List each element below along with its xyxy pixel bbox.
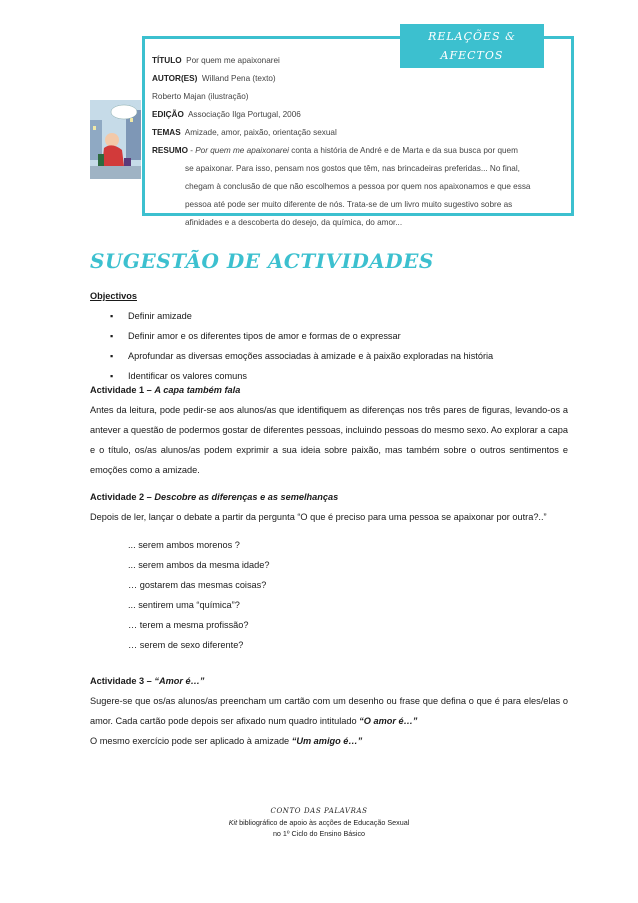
author-row-2 <box>152 88 248 106</box>
activity-2-heading <box>90 487 568 507</box>
question-item: ... serem ambos da mesma idade? <box>128 560 270 570</box>
activity-2-text: Depois de ler, lançar o debate a partir da pergunta “O que é preciso para uma pessoa se apaixonar por outra?..” <box>90 512 547 522</box>
temas-label: TEMAS <box>152 128 181 137</box>
resumo-line-3: chegam à conclusão de que não escolhemos a pessoa por quem nos apaixonamos e que essa <box>185 182 531 191</box>
activity-3-quote-b: “Um amigo é…” <box>291 736 363 746</box>
edicao-label: EDIÇÃO <box>152 110 184 119</box>
book-cover-image <box>90 100 141 179</box>
objectives-section <box>90 286 568 386</box>
activity-3-text-b: O mesmo exercício pode ser aplicado à amizade <box>90 736 290 746</box>
temas-value: Amizade, amor, paixão, orientação sexual <box>184 128 337 137</box>
activity-1-label: Actividade 1 – <box>90 385 152 395</box>
objectives-list <box>90 306 568 386</box>
activity-3-text <box>90 691 568 731</box>
question-item: … serem de sexo diferente? <box>128 640 244 650</box>
autor-value: Willand Pena (texto) <box>201 74 276 83</box>
edition-row <box>152 106 301 124</box>
activity-2-label: Actividade 2 – <box>90 492 152 502</box>
footer-line-3: no 1º Ciclo do Ensino Básico <box>272 829 366 838</box>
activity-1-title: A capa também fala <box>154 385 241 395</box>
objective-item: ▪ Identificar os valores comuns <box>90 366 568 386</box>
activity-1 <box>90 380 568 480</box>
edicao-value: Associação Ilga Portugal, 2006 <box>187 110 301 119</box>
objectives-label: Objectivos <box>90 291 137 301</box>
footer <box>0 806 638 839</box>
objective-item: ▪ Aprofundar as diversas emoções associadas à amizade e à paixão exploradas na história <box>90 346 568 366</box>
resumo-line-4: pessoa até pode ser muito diferente de nós. Trata-se de um livro muito sugestivo sobre as <box>185 200 513 209</box>
themes-row <box>152 124 337 142</box>
titulo-label: TÍTULO <box>152 56 182 65</box>
objective-item: ▪ Definir amor e os diferentes tipos de amor e formas de o expressar <box>90 326 568 346</box>
activity-2 <box>90 487 568 655</box>
activity-3-label: Actividade 3 – <box>90 676 152 686</box>
question-item: … gostarem das mesmas coisas? <box>128 580 267 590</box>
resumo-line-5: afinidades e a descoberta do desejo, da química, do amor... <box>185 218 403 227</box>
autor-value-2: Roberto Majan (ilustração) <box>152 92 249 101</box>
activity-1-text: Antes da leitura, pode pedir-se aos alunos/as que identifiquem as diferenças nos três pares de figuras, levando-os a antever a questão de podermos gostar de diferentes pessoas, incluindo pessoas do mesmo sexo. Ao explorar a capa e o título, os/as alunos/as podem exprimir a sua ideia sobre paixão, mas também sobre o outros sentimentos e emoções como a amizade. <box>90 405 568 475</box>
activity-3-heading <box>90 671 568 691</box>
question-item: ... serem ambos morenos ? <box>128 540 240 550</box>
activity-3-title: “Amor é…” <box>154 676 205 686</box>
section-heading: SUGESTÃO DE ACTIVIDADES <box>90 249 434 273</box>
footer-kit-rest: bibliográfico de apoio às acções de Educação Sexual <box>239 818 410 827</box>
titulo-value: Por quem me apaixonarei <box>186 56 280 65</box>
activity-3-quote-a: “O amor é…” <box>359 716 418 726</box>
activity-3-text-a: Sugere-se que os/as alunos/as preencham um cartão com um desenho ou frase que defina o que é para eles/elas o amor. Cada cartão pode depois ser afixado num quadro intitulado <box>90 696 568 726</box>
objective-item: ▪ Definir amizade <box>90 306 568 326</box>
summary <box>152 142 566 232</box>
badge-line-2: AFECTOS <box>440 49 504 62</box>
footer-line-2 <box>0 817 638 828</box>
footer-kit: Kit <box>228 818 238 827</box>
activity-2-title: Descobre as diferenças e as semelhanças <box>154 492 339 502</box>
question-item: … terem a mesma profissão? <box>128 620 249 630</box>
autor-label: AUTOR(ES) <box>152 74 198 83</box>
footer-title: CONTO DAS PALAVRAS <box>270 807 368 815</box>
resumo-label: RESUMO <box>152 146 188 155</box>
resumo-line-1: conta a história de André e de Marta e da sua busca por quem <box>291 146 518 155</box>
theme-badge <box>400 24 544 68</box>
badge-line-1: RELAÇÕES & <box>428 30 516 43</box>
activity-3-text-2 <box>90 731 568 751</box>
question-item: ... sentirem uma “química”? <box>128 600 240 610</box>
resumo-book-title: Por quem me apaixonarei <box>195 146 289 155</box>
resumo-line-2: se apaixonar. Para isso, pensam nos gostos que têm, nas brincadeiras preferidas... No final, <box>185 164 520 173</box>
activity-1-heading <box>90 380 568 400</box>
title-row <box>152 52 280 70</box>
author-row <box>152 70 276 88</box>
summary-line-1: RESUMO - Por quem me apaixonarei conta a história de André e de Marta e da sua busca por quem <box>152 146 518 155</box>
activity-3 <box>90 671 568 751</box>
